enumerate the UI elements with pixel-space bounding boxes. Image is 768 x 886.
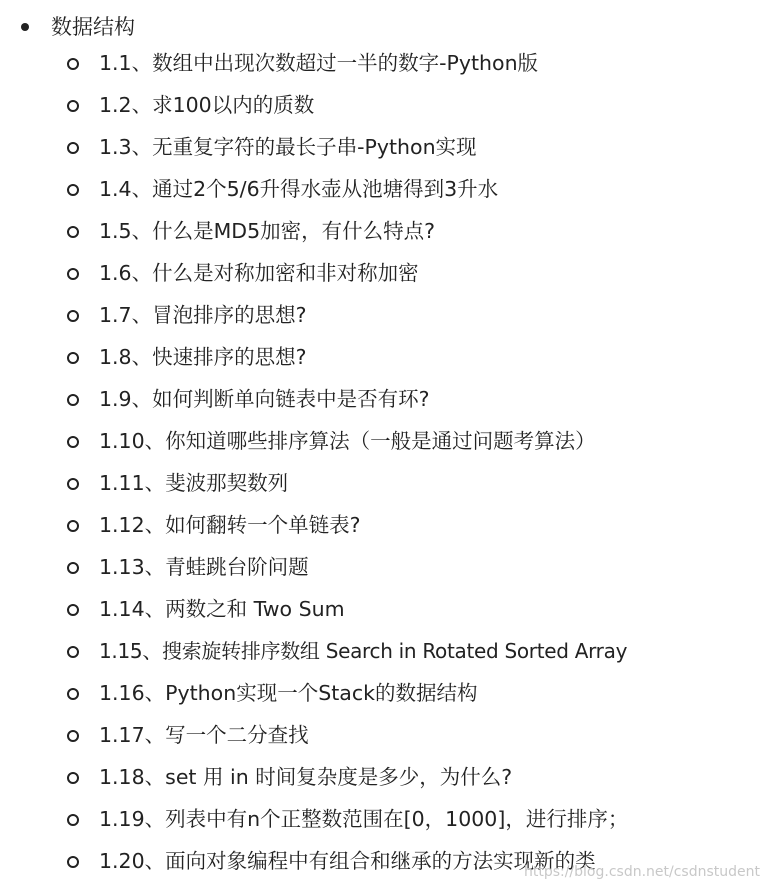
list-item: [0, 717, 768, 753]
circle-bullet-icon: [67, 352, 79, 364]
list-item: [0, 129, 768, 165]
circle-bullet-icon: [67, 562, 79, 574]
list-item: [0, 633, 768, 669]
list-item-label: 1.3、无重复字符的最长子串-Python实现: [99, 135, 477, 159]
list-item: [0, 465, 768, 501]
list-item-label: 1.8、快速排序的思想?: [99, 345, 307, 369]
section-title: 数据结构: [51, 15, 135, 39]
list-item-label: 1.9、如何判断单向链表中是否有环?: [99, 387, 430, 411]
list-item: [0, 171, 768, 207]
list-item-label: 1.2、求100以内的质数: [99, 93, 315, 117]
list-item: [0, 507, 768, 543]
list-item: [0, 45, 768, 81]
list-item: [0, 339, 768, 375]
list-item: [0, 87, 768, 123]
list-item: [0, 381, 768, 417]
circle-bullet-icon: [67, 772, 79, 784]
circle-bullet-icon: [67, 688, 79, 700]
disc-bullet-icon: [21, 23, 29, 31]
circle-bullet-icon: [67, 142, 79, 154]
list-item-label: 1.10、你知道哪些排序算法（一般是通过问题考算法）: [99, 429, 596, 453]
list-item-label: 1.17、写一个二分查找: [99, 723, 309, 747]
list-item-label: 1.14、两数之和 Two Sum: [99, 597, 345, 621]
list-item-label: 1.15、搜索旋转排序数组 Search in Rotated Sorted Array: [99, 639, 628, 663]
circle-bullet-icon: [67, 478, 79, 490]
list-item-label: 1.4、通过2个5/6升得水壶从池塘得到3升水: [99, 177, 499, 201]
list-item: [0, 591, 768, 627]
section-item-data-structures: [0, 9, 768, 45]
circle-bullet-icon: [67, 184, 79, 196]
circle-bullet-icon: [67, 310, 79, 322]
list-item: [0, 549, 768, 585]
circle-bullet-icon: [67, 730, 79, 742]
list-item-label: 1.13、青蛙跳台阶问题: [99, 555, 309, 579]
list-item: [0, 213, 768, 249]
circle-bullet-icon: [67, 394, 79, 406]
circle-bullet-icon: [67, 646, 79, 658]
list-item-label: 1.5、什么是MD5加密，有什么特点?: [99, 219, 435, 243]
circle-bullet-icon: [67, 268, 79, 280]
circle-bullet-icon: [67, 856, 79, 868]
list-item-label: 1.20、面向对象编程中有组合和继承的方法实现新的类: [99, 849, 596, 873]
list-item-label: 1.11、斐波那契数列: [99, 471, 289, 495]
circle-bullet-icon: [67, 814, 79, 826]
list-item-label: 1.1、数组中出现次数超过一半的数字-Python版: [99, 51, 539, 75]
circle-bullet-icon: [67, 520, 79, 532]
list-item: [0, 675, 768, 711]
list-item: [0, 801, 768, 837]
list-item: [0, 255, 768, 291]
list-item: [0, 759, 768, 795]
circle-bullet-icon: [67, 100, 79, 112]
list-item-label: 1.6、什么是对称加密和非对称加密: [99, 261, 419, 285]
circle-bullet-icon: [67, 436, 79, 448]
list-item-label: 1.7、冒泡排序的思想?: [99, 303, 307, 327]
list-item-label: 1.18、set 用 in 时间复杂度是多少，为什么?: [99, 765, 513, 789]
circle-bullet-icon: [67, 604, 79, 616]
circle-bullet-icon: [67, 58, 79, 70]
list-item: [0, 423, 768, 459]
circle-bullet-icon: [67, 226, 79, 238]
watermark: https://blog.csdn.net/csdnstudent: [523, 864, 760, 880]
list-item-label: 1.12、如何翻转一个单链表?: [99, 513, 361, 537]
list-item: [0, 297, 768, 333]
list-item-label: 1.16、Python实现一个Stack的数据结构: [99, 681, 478, 705]
list-item-label: 1.19、列表中有n个正整数范围在[0，1000]，进行排序；: [99, 807, 629, 831]
